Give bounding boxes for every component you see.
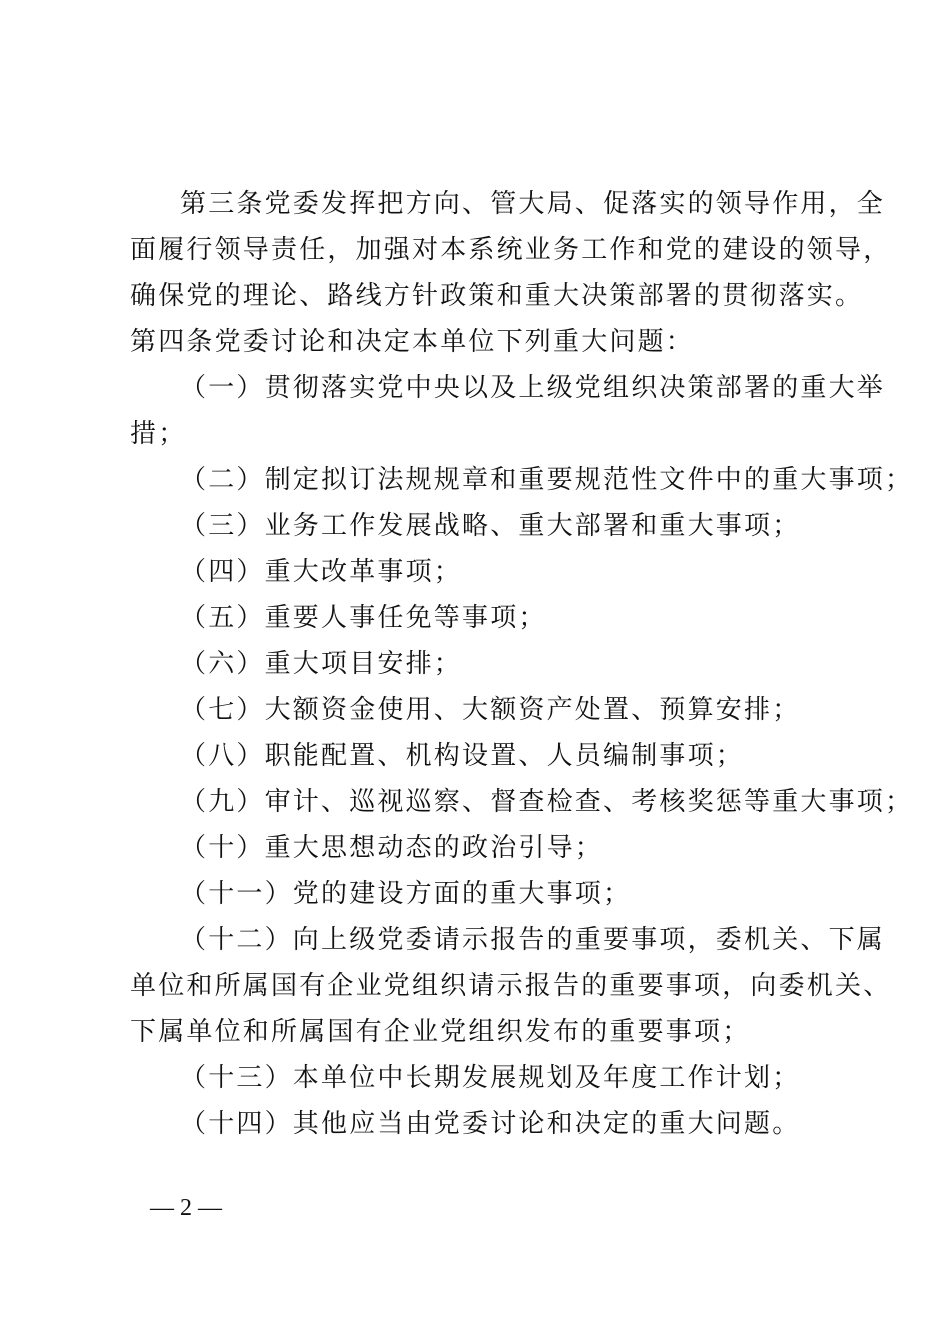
list-item-5: （五）重要人事任免等事项； <box>180 603 547 633</box>
list-item-6: （六）重大项目安排； <box>180 649 463 679</box>
article3-line2: 面履行领导责任，加强对本系统业务工作和党的建设的领导， <box>130 235 892 265</box>
list-item-12: （十二）向上级党委请示报告的重要事项，委机关、下属 <box>180 925 886 955</box>
list-item-7: （七）大额资金使用、大额资产处置、预算安排； <box>180 695 801 725</box>
list-item-4: （四）重大改革事项； <box>180 557 463 587</box>
list-item-3: （三）业务工作发展战略、重大部署和重大事项； <box>180 511 801 541</box>
list-item-8: （八）职能配置、机构设置、人员编制事项； <box>180 741 745 771</box>
page-number: — 2 — <box>150 1195 222 1221</box>
list-item-9: （九）审计、巡视巡察、督查检查、考核奖惩等重大事项； <box>180 787 914 817</box>
list-item-14: （十四）其他应当由党委讨论和决定的重大问题。 <box>180 1109 801 1139</box>
list-item-10: （十）重大思想动态的政治引导； <box>180 833 604 863</box>
article3-line3: 确保党的理论、路线方针政策和重大决策部署的贯彻落实。 <box>130 281 864 311</box>
list-item-13: （十三）本单位中长期发展规划及年度工作计划； <box>180 1063 801 1093</box>
list-item-12-cont2: 下属单位和所属国有企业党组织发布的重要事项； <box>130 1017 751 1047</box>
article4-intro: 第四条党委讨论和决定本单位下列重大问题： <box>130 327 695 357</box>
list-item-1-cont: 措； <box>130 419 187 449</box>
list-item-11: （十一）党的建设方面的重大事项； <box>180 879 632 909</box>
article3-line1: 第三条党委发挥把方向、管大局、促落实的领导作用，全 <box>180 189 886 219</box>
list-item-1: （一）贯彻落实党中央以及上级党组织决策部署的重大举 <box>180 373 886 403</box>
list-item-12-cont1: 单位和所属国有企业党组织请示报告的重要事项，向委机关、 <box>130 971 892 1001</box>
list-item-2: （二）制定拟订法规规章和重要规范性文件中的重大事项； <box>180 465 914 495</box>
